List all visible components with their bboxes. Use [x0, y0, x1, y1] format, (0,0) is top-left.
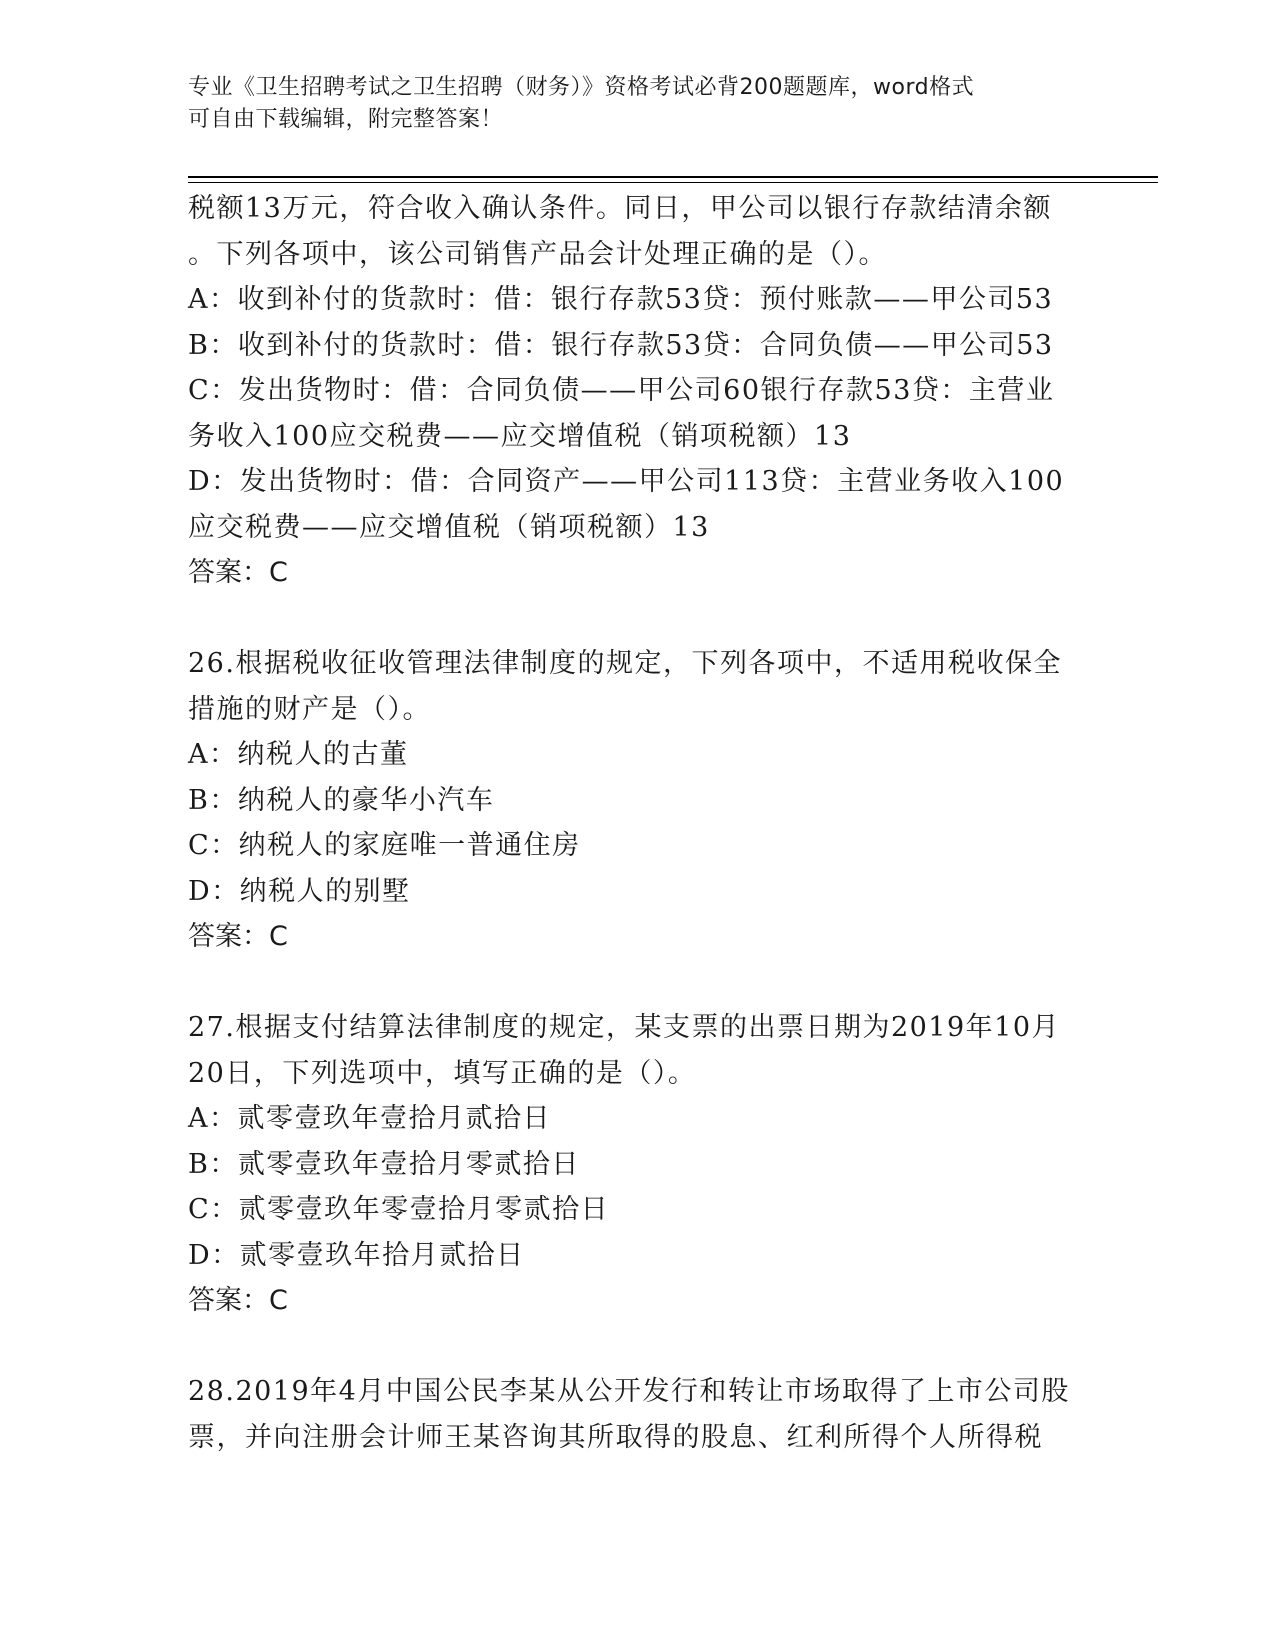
question-25: [188, 186, 1088, 596]
option-a: A：贰零壹玖年壹拾月贰拾日: [188, 1103, 551, 1134]
question-stem: 20日，下列选项中，填写正确的是（）。: [188, 1057, 697, 1089]
question-26: [188, 641, 1088, 960]
document-body: [188, 186, 1088, 1460]
option-c-cont: 务收入100应交税费——应交增值税（销项税额）13: [188, 420, 852, 452]
question-stem: 税额13万元，符合收入确认条件。同日，甲公司以银行存款结清余额: [188, 193, 1052, 224]
answer: 答案：C: [188, 921, 288, 952]
document-header: [188, 72, 1068, 136]
option-b: B：贰零壹玖年壹拾月零贰拾日: [188, 1148, 580, 1180]
option-a: A：收到补付的货款时：借：银行存款53贷：预付账款——甲公司53: [188, 284, 1054, 315]
answer: 答案：C: [188, 557, 288, 588]
option-d: D：贰零壹玖年拾月贰拾日: [188, 1239, 525, 1271]
option-d: D：纳税人的别墅: [188, 875, 411, 907]
option-c: C：贰零壹玖年零壹拾月零贰拾日: [188, 1194, 610, 1225]
header-line-1: 专业《卫生招聘考试之卫生招聘（财务）》资格考试必背200题题库，word格式: [188, 75, 975, 100]
option-a: A：纳税人的古董: [188, 739, 409, 770]
option-d: D：发出货物时：借：合同资产——甲公司113贷：主营业务收入100: [188, 466, 1065, 497]
question-stem: 27.根据支付结算法律制度的规定，某支票的出票日期为2019年10月: [188, 1012, 1061, 1043]
option-d-cont: 应交税费——应交增值税（销项税额）13: [188, 511, 710, 543]
question-28: [188, 1369, 1088, 1460]
question-stem: 票，并向注册会计师王某咨询其所取得的股息、红利所得个人所得税: [188, 1421, 1043, 1453]
question-27: [188, 1005, 1088, 1324]
option-c: C：发出货物时：借：合同负债——甲公司60银行存款53贷：主营业: [188, 375, 1055, 406]
question-stem: 措施的财产是（）。: [188, 693, 431, 725]
option-b: B：收到补付的货款时：借：银行存款53贷：合同负债——甲公司53: [188, 329, 1054, 361]
question-stem: 。下列各项中，该公司销售产品会计处理正确的是（）。: [188, 238, 887, 270]
option-b: B：纳税人的豪华小汽车: [188, 784, 495, 816]
question-stem: 28.2019年4月中国公民李某从公开发行和转让市场取得了上市公司股: [188, 1376, 1070, 1407]
header-line-2: 可自由下载编辑，附完整答案！: [188, 107, 504, 132]
question-stem: 26.根据税收征收管理法律制度的规定，下列各项中，不适用税收保全: [188, 648, 1062, 679]
option-c: C：纳税人的家庭唯一普通住房: [188, 830, 581, 861]
header-rule-thin: [188, 182, 1158, 183]
answer: 答案：C: [188, 1285, 288, 1316]
header-rule-thick: [188, 176, 1158, 178]
